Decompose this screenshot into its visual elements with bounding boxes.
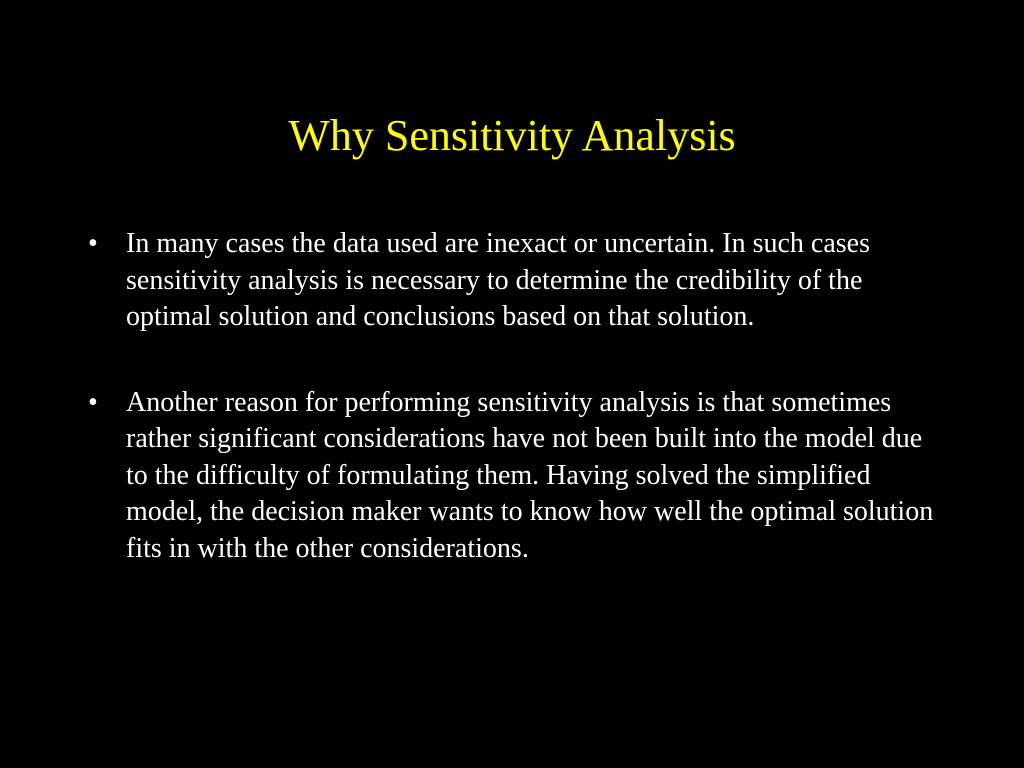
bullet-item bbox=[84, 226, 934, 336]
bullet-marker: • bbox=[88, 228, 98, 259]
slide-title: Why Sensitivity Analysis bbox=[288, 111, 736, 160]
bullet-text: Another reason for performing sensitivity analysis is that sometimes rather significant considerations have not been built into the model due to the difficulty of formulating them. Having solved the simplified model, the decision maker wants to know how well the optimal solution fits in with the other considerations. bbox=[126, 386, 934, 564]
bullet-item bbox=[84, 385, 934, 568]
bullet-list bbox=[84, 226, 934, 616]
bullet-marker: • bbox=[88, 386, 98, 418]
bullet-text: In many cases the data used are inexact or uncertain. In such cases sensitivity analysis is necessary to determine the credibility of the optimal solution and conclusions based on that solution. bbox=[126, 228, 871, 332]
